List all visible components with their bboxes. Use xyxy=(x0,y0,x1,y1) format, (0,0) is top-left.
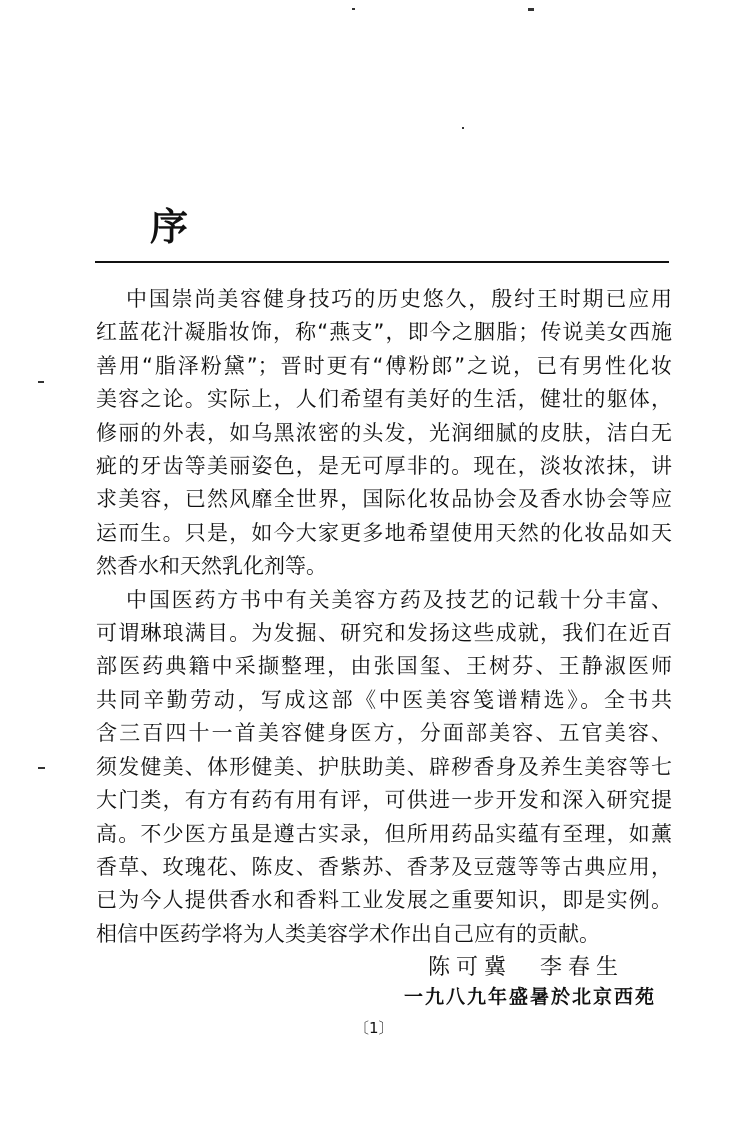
author-signature: 陈可冀 李春生 xyxy=(428,955,625,980)
text-line: 中国崇尚美容健身技巧的历史悠久，殷纣王时期已应用 xyxy=(126,287,672,311)
scan-speck xyxy=(462,127,464,129)
scan-speck xyxy=(528,8,534,11)
paragraph-1 xyxy=(96,283,672,584)
text-line: 已为今人提供香水和香料工业发展之重要知识，即是实例。 xyxy=(96,888,672,913)
text-line: 中国医药方书中有关美容方药及技艺的记载十分丰富、 xyxy=(126,587,672,612)
page-number: 〔1〕 xyxy=(354,1019,394,1037)
scan-speck xyxy=(352,8,355,10)
preface-body xyxy=(96,283,672,951)
text-line: 运而生。只是，如今大家更多地希望使用天然的化妆品如天 xyxy=(96,520,672,545)
text-line: 然香水和天然乳化剂等。 xyxy=(96,554,327,579)
title-divider xyxy=(95,261,669,263)
scan-speck xyxy=(38,381,44,383)
text-line: 美容之论。实际上，人们希望有美好的生活，健壮的躯体， xyxy=(96,387,672,412)
text-line: 相信中医药学将为人类美容学术作出自己应有的贡献。 xyxy=(96,921,600,946)
text-line: 大门类，有方有药有用有评，可供进一步开发和深入研究提 xyxy=(96,788,672,813)
text-line: 疵的牙齿等美丽姿色，是无可厚非的。现在，淡妆浓抹，讲 xyxy=(96,454,672,479)
text-line: 修丽的外表，如乌黑浓密的头发，光润细腻的皮肤，洁白无 xyxy=(96,420,672,445)
text-line: 红蓝花汁凝脂妆饰，称“燕支”，即今之胭脂；传说美女西施 xyxy=(96,320,672,345)
paragraph-2 xyxy=(96,584,672,951)
text-line: 高。不少医方虽是遵古实录，但所用药品实蕴有至理，如薰 xyxy=(96,821,672,846)
date-place: 一九八九年盛暑於北京西苑 xyxy=(404,986,657,1008)
page-title: 序 xyxy=(150,205,189,249)
text-line: 可谓琳琅满目。为发掘、研究和发扬这些成就，我们在近百 xyxy=(96,621,672,646)
text-line: 求美容，已然风靡全世界，国际化妆品协会及香水协会等应 xyxy=(96,487,672,512)
text-line: 共同辛勤劳动，写成这部《中医美容笺谱精选》。全书共 xyxy=(96,687,672,712)
scan-speck xyxy=(38,767,45,769)
text-line: 须发健美、体形健美、护肤助美、辟秽香身及养生美容等七 xyxy=(96,754,672,779)
text-line: 含三百四十一首美容健身医方，分面部美容、五官美容、 xyxy=(96,721,672,746)
text-line: 部医药典籍中采撷整理，由张国玺、王树芬、王静淑医师 xyxy=(96,654,672,679)
text-line: 善用“脂泽粉黛”；晋时更有“傅粉郎”之说，已有男性化妆 xyxy=(96,353,672,378)
text-line: 香草、玫瑰花、陈皮、香紫苏、香茅及豆蔻等等古典应用， xyxy=(96,854,672,879)
